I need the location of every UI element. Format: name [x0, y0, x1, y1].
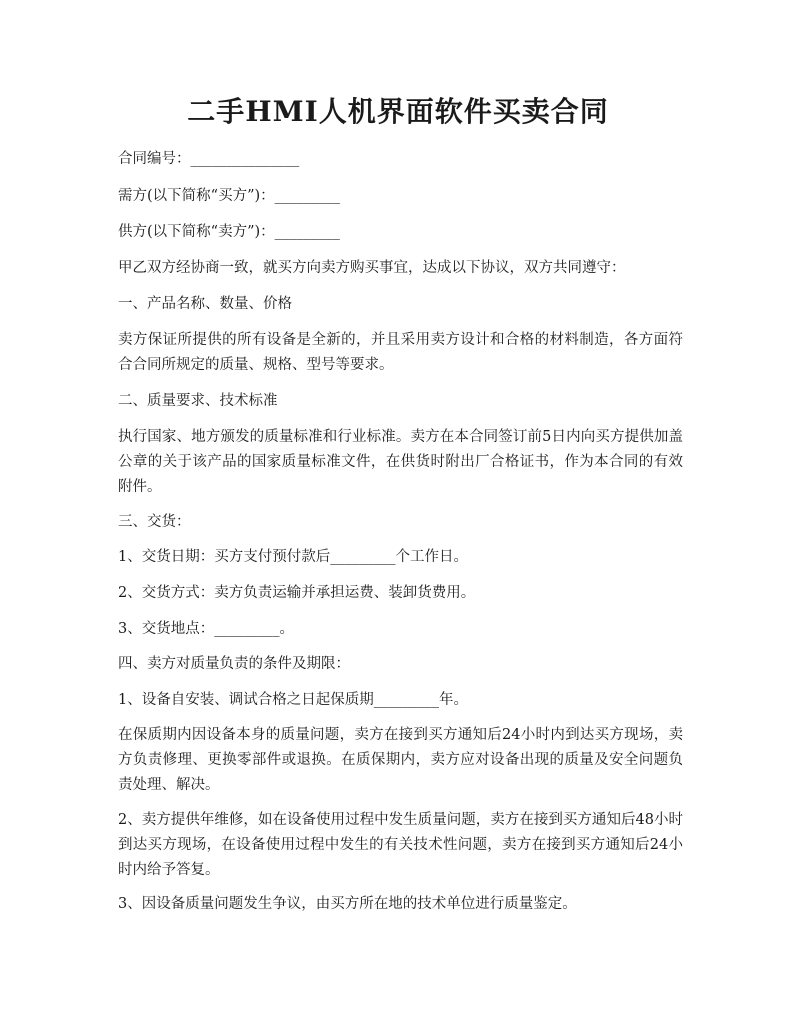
- buyer-line: 需方(以下简称“买方”)：_________: [118, 188, 340, 204]
- section-3-heading: 三、交货：: [118, 514, 191, 530]
- section-4-item-2: 2、卖方提供年维修，如在设备使用过程中发生质量问题，卖方在接到买方通知后48小时到达买方现场，在设备使用过程中发生的有关技术性问题，卖方在接到买方通知后24小时内给予答复。: [118, 812, 683, 878]
- contract-number-line: 合同编号：_______________: [118, 151, 300, 167]
- seller-line: 供方(以下简称“卖方”)：_________: [118, 224, 340, 240]
- section-2-body: 执行国家、地方颁发的质量标准和行业标准。卖方在本合同签订前5日内向买方提供加盖公章的关于该产品的国家质量标准文件，在供货时附出厂合格证书，作为本合同的有效附件。: [118, 429, 683, 495]
- section-4-paragraph: 在保质期内因设备本身的质量问题，卖方在接到买方通知后24小时内到达买方现场，卖方负责修理、更换零部件或退换。在质保期内，卖方应对设备出现的质量及安全问题负责处理、解决。: [118, 727, 683, 793]
- section-3-item-3: 3、交货地点：_________。: [118, 621, 294, 637]
- section-4-item-1: 1、设备自安装、调试合格之日起保质期_________年。: [118, 692, 468, 708]
- document-title: 二手HMI人机界面软件买卖合同: [187, 95, 609, 128]
- section-1-body: 卖方保证所提供的所有设备是全新的，并且采用卖方设计和合格的材料制造，各方面符合合同所规定的质量、规格、型号等要求。: [118, 332, 683, 373]
- intro-paragraph: 甲乙双方经协商一致，就买方向卖方购买事宜，达成以下协议，双方共同遵守：: [118, 260, 626, 276]
- section-3-item-2: 2、交货方式：卖方负责运输并承担运费、装卸货费用。: [118, 585, 476, 601]
- section-4-heading: 四、卖方对质量负责的条件及期限：: [118, 656, 350, 672]
- section-2-heading: 二、质量要求、技术标准: [118, 393, 278, 409]
- section-3-item-1: 1、交货日期：买方支付预付款后_________个工作日。: [118, 549, 468, 565]
- section-1-heading: 一、产品名称、数量、价格: [118, 296, 292, 312]
- section-4-item-3: 3、因设备质量问题发生争议，由买方所在地的技术单位进行质量鉴定。: [118, 896, 577, 912]
